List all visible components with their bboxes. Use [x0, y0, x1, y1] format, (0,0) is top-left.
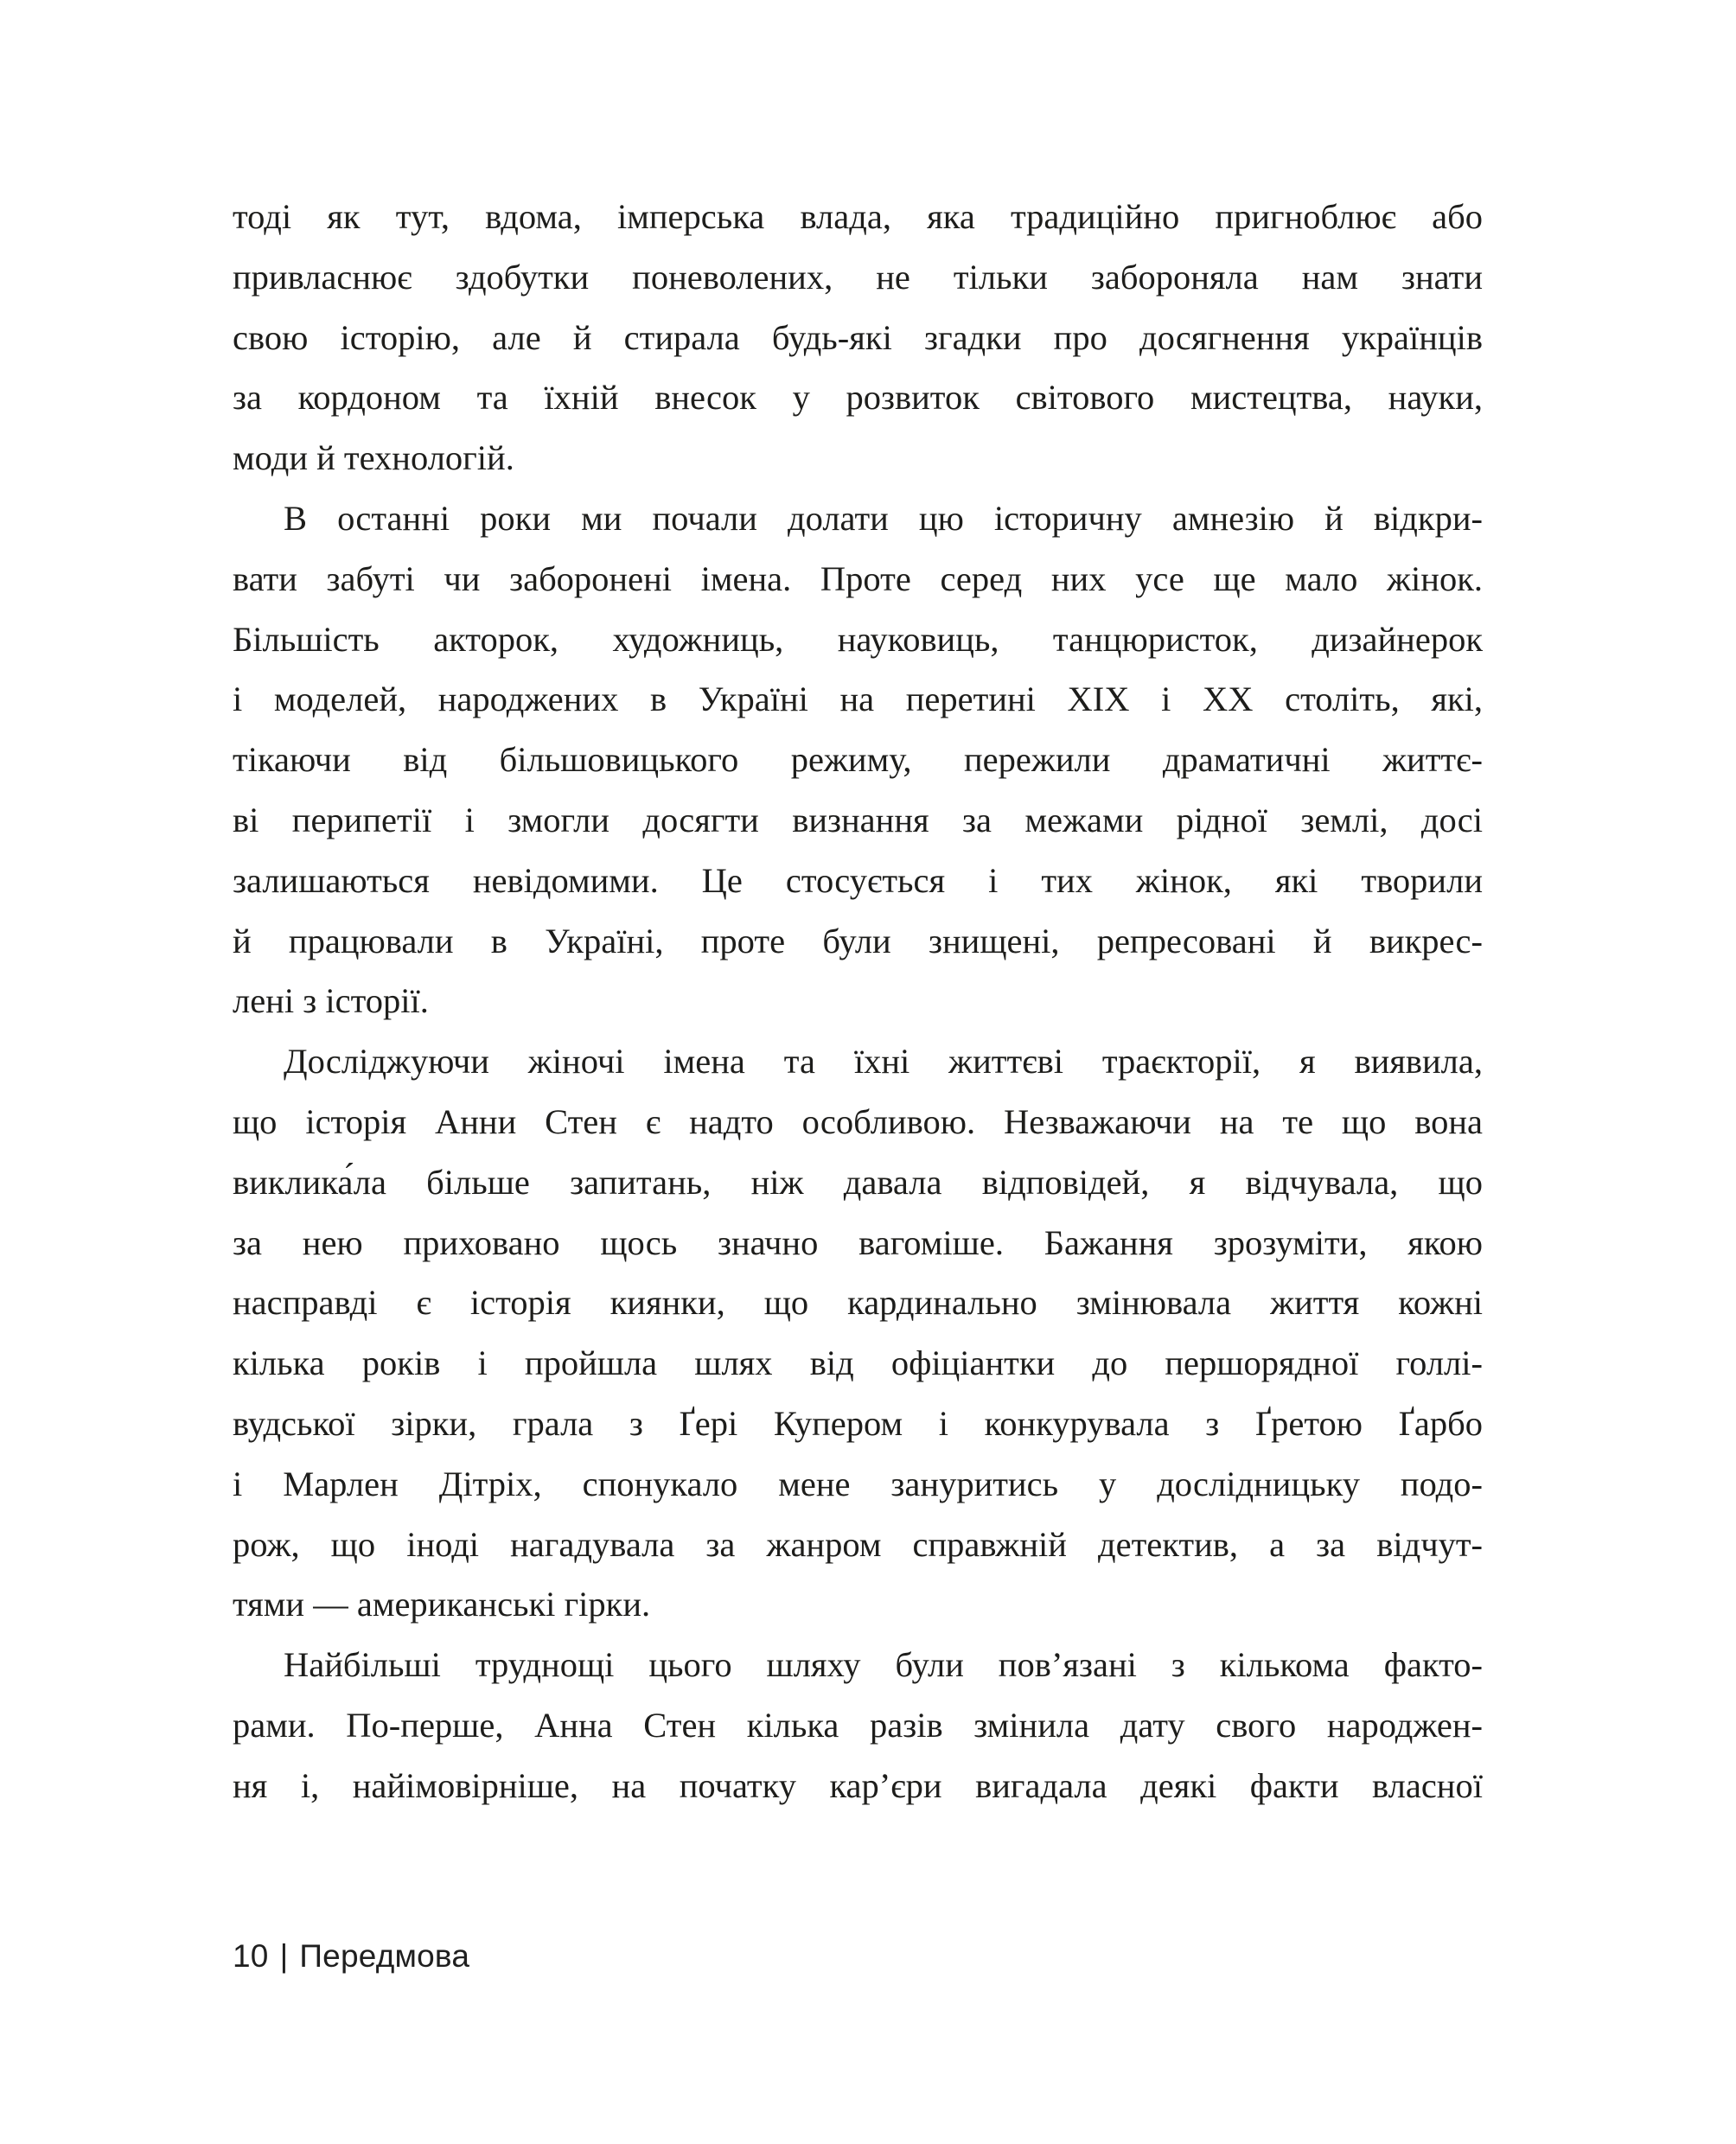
body-text	[233, 187, 1483, 1816]
text-line: і моделей, народжених в Україні на перетині XIX і XX століть, які,	[233, 680, 1483, 719]
text-line: ві перипетії і змогли досягти визнання за межами рідної землі, досі	[233, 800, 1483, 839]
page-number: 10	[233, 1938, 269, 1974]
paragraph	[233, 1031, 1483, 1635]
paragraph	[233, 1635, 1483, 1815]
text-line: рами. По-перше, Анна Стен кілька разів змінила дату свого народжен-	[233, 1705, 1483, 1745]
text-line: Найбільші труднощі цього шляху були пов’язані з кількома факто-	[284, 1645, 1483, 1685]
text-line: тікаючи від більшовицького режиму, пережили драматичні життє-	[233, 740, 1483, 780]
text-line: моди й технологій.	[233, 438, 514, 478]
text-line: насправді є історія киянки, що кардинально змінювала життя кожні	[233, 1283, 1483, 1323]
paragraph	[233, 488, 1483, 1031]
text-line: вати забуті чи заборонені імена. Проте серед них усе ще мало жінок.	[233, 558, 1483, 598]
text-line: кілька років і пройшла шлях від офіціантки до першорядної голлі-	[233, 1343, 1483, 1383]
text-line: Більшість акторок, художниць, науковиць, танцюристок, дизайнерок	[233, 619, 1483, 659]
text-line: за кордоном та їхній внесок у розвиток світового мистецтва, науки,	[233, 378, 1483, 418]
text-line: Досліджуючи жіночі імена та їхні життєві траєкторії, я виявила,	[284, 1042, 1483, 1082]
page-footer	[233, 1938, 469, 1975]
text-line: ня і, найімовірніше, на початку кар’єри вигадала деякі факти власної	[233, 1765, 1483, 1805]
text-line: вудської зірки, грала з Ґері Купером і конкурувала з Ґретою Ґарбо	[233, 1403, 1483, 1443]
chapter-title: Передмова	[299, 1938, 470, 1974]
text-line: виклика́ла більше запитань, ніж давала відповідей, я відчувала, що	[233, 1162, 1483, 1202]
text-line: залишаються невідомими. Це стосується і тих жінок, які творили	[233, 860, 1483, 900]
text-line: В останні роки ми почали долати цю історичну амнезію й відкри-	[284, 498, 1483, 538]
text-line: за нею приховано щось значно вагоміше. Бажання зрозуміти, якою	[233, 1222, 1483, 1262]
text-line: привласнює здобутки поневолених, не тільки забороняла нам знати	[233, 257, 1483, 297]
text-line: лені з історії.	[233, 981, 429, 1021]
text-line: тоді як тут, вдома, імперська влада, яка традиційно пригноблює або	[233, 197, 1483, 236]
text-line: тями — американські гірки.	[233, 1585, 651, 1624]
footer-separator: |	[279, 1938, 289, 1974]
text-line: що історія Анни Стен є надто особливою. Незважаючи на те що вона	[233, 1101, 1483, 1141]
text-line: свою історію, але й стирала будь-які згадки про досягнення українців	[233, 317, 1483, 357]
text-line: і Марлен Дітріх, спонукало мене зануритись у дослідницьку подо-	[233, 1464, 1483, 1503]
text-line: рож, що іноді нагадувала за жанром справжній детектив, а за відчут-	[233, 1524, 1483, 1564]
paragraph	[233, 187, 1483, 488]
text-line: й працювали в Україні, проте були знищені, репресовані й викрес-	[233, 921, 1483, 960]
